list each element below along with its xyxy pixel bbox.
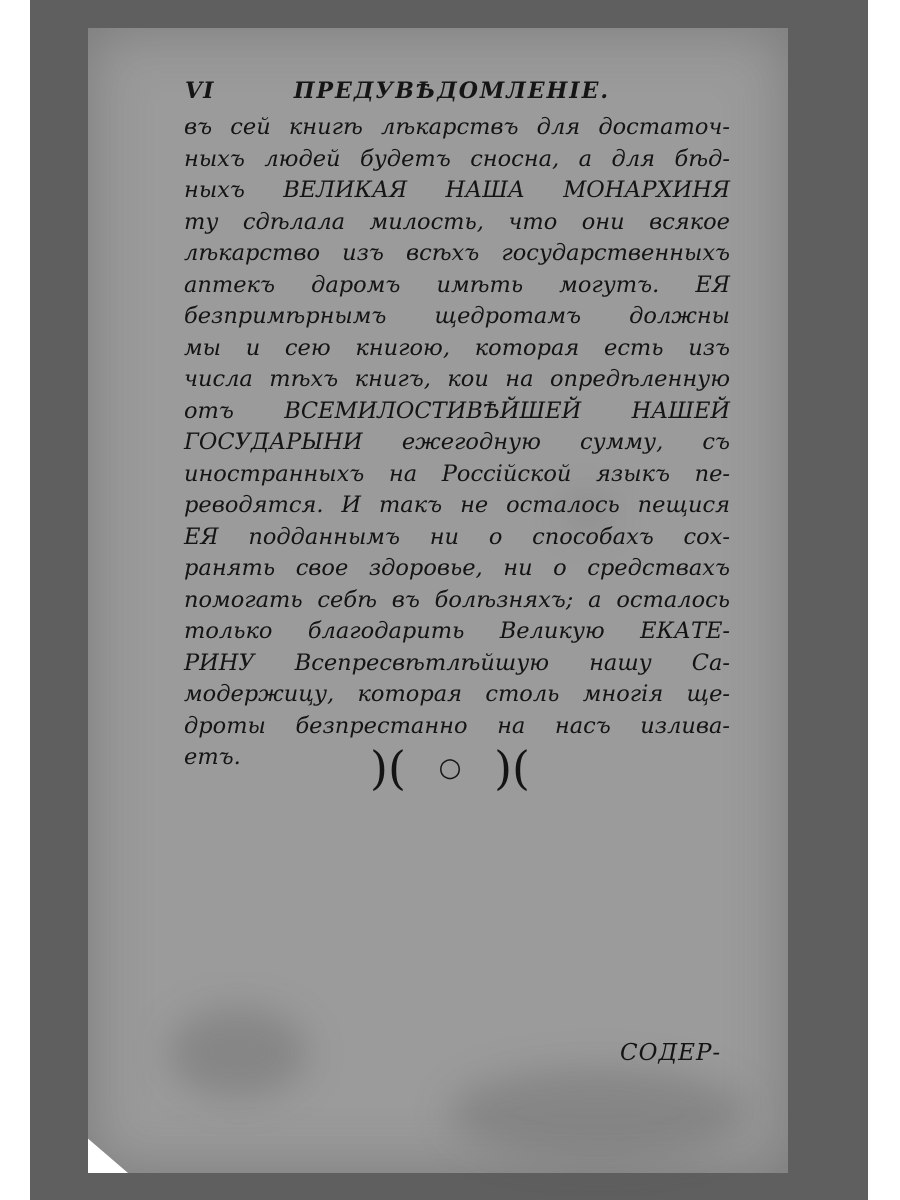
text-line: дроты безпрестанно на насъ излива- xyxy=(184,712,730,739)
text-line: ЕЯ подданнымъ ни о способахъ сох- xyxy=(184,523,730,550)
text-line: етъ. xyxy=(184,744,241,770)
text-line: реводятся. И такъ не осталось пещися xyxy=(184,492,730,518)
page-stain xyxy=(168,1008,308,1098)
text-line: только благодарить Великую ЕКАТЕ- xyxy=(184,618,730,644)
text-line: лѣкарство изъ всѣхъ государственныхъ xyxy=(184,240,730,266)
ornament-center: ○ xyxy=(438,753,462,783)
body-text xyxy=(184,112,730,774)
page-number: VI xyxy=(185,78,215,104)
running-head: ПРЕДУВѢДОМЛЕНІЕ. xyxy=(293,78,610,104)
ornament-right: )( xyxy=(494,741,530,795)
text-line: мы и сею книгою, которая есть изъ xyxy=(184,334,730,361)
text-line: ГОСУДАРЫНИ ежегодную сумму, съ xyxy=(184,429,730,455)
text-line: ныхъ ВЕЛИКАЯ НАША МОНАРХИНЯ xyxy=(184,177,730,203)
text-line: помогать себѣ въ болѣзняхъ; а осталось xyxy=(184,586,730,613)
text-line: модержицу, которая столь многія ще- xyxy=(184,681,730,707)
text-line: безпримѣрнымъ щедротамъ должны xyxy=(184,303,730,329)
text-line: ныхъ людей будетъ сносна, а для бѣд- xyxy=(184,145,730,172)
text-line: РИНУ Всепресвѣтлѣйшую нашу Са- xyxy=(184,649,730,676)
text-line: отъ ВСЕМИЛОСТИВѢЙШЕЙ НАШЕЙ xyxy=(184,397,730,424)
text-line: иностранныхъ на Россійской языкъ пе- xyxy=(184,460,730,487)
text-line: ранять свое здоровье, ни о средствахъ xyxy=(184,555,730,581)
text-line: аптекъ даромъ имѣть могутъ. ЕЯ xyxy=(184,271,730,298)
page-header xyxy=(185,78,610,110)
text-line: числа тѣхъ книгъ, кои на опредѣленную xyxy=(184,366,730,392)
text-line: въ сей книгѣ лѣкарствъ для достаточ- xyxy=(184,114,730,140)
ornament-left: )( xyxy=(370,741,406,795)
ornament-divider xyxy=(370,740,530,796)
page-stain xyxy=(448,1068,748,1158)
catchword: СОДЕР- xyxy=(620,1040,722,1066)
text-line: ту сдѣлала милость, что они всякое xyxy=(184,208,730,235)
